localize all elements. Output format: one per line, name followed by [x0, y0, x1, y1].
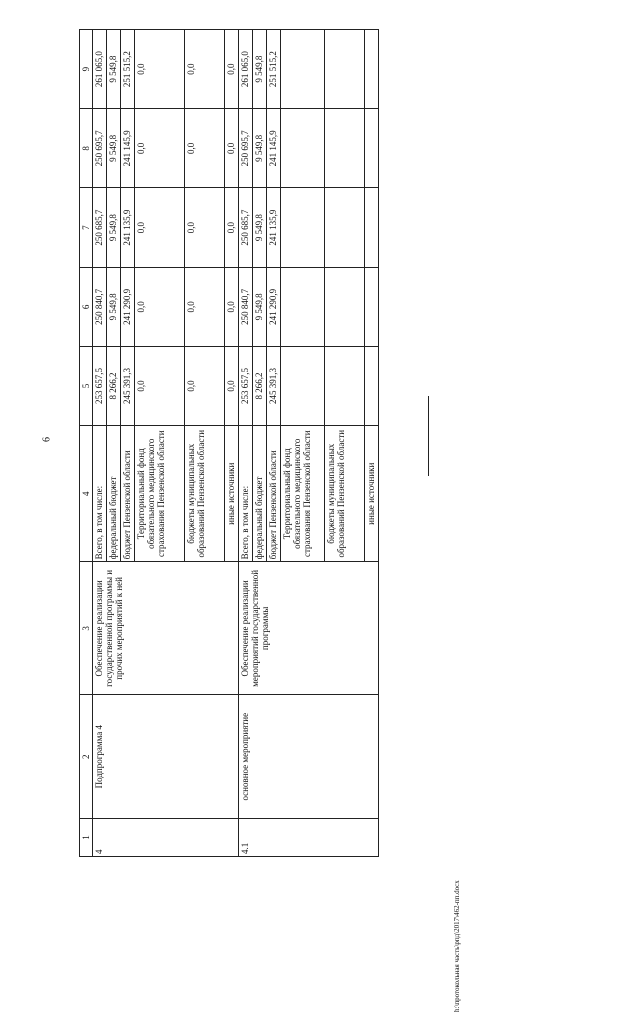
value-cell: [325, 346, 365, 425]
value-cell: [365, 109, 379, 188]
table-body: [80, 30, 379, 857]
funding-source: иные источники: [365, 426, 379, 562]
header-cell: 8: [80, 109, 93, 188]
header-cell: 4: [80, 426, 93, 562]
value-cell: [365, 267, 379, 346]
funding-source: федеральный бюджет: [107, 426, 121, 562]
footer-file-path: h:\протокольная часть\рпд\2017\462-пп.docx: [453, 880, 461, 1012]
value-cell: 250 695,7: [93, 109, 107, 188]
value-cell: 9 549,8: [107, 30, 121, 109]
value-cell: 9 549,8: [253, 109, 267, 188]
separator-line: [428, 396, 429, 476]
value-cell: 0,0: [185, 30, 225, 109]
value-cell: 0,0: [135, 30, 185, 109]
header-cell: 9: [80, 30, 93, 109]
item-description: Обеспечение реализации государственной программы и прочих мероприятий к ней: [93, 562, 239, 695]
value-cell: 0,0: [185, 346, 225, 425]
value-cell: 245 391,3: [267, 346, 281, 425]
value-cell: [281, 30, 325, 109]
value-cell: 8 266,2: [107, 346, 121, 425]
value-cell: 0,0: [225, 267, 239, 346]
item-description: Обеспечение реализации мероприятий государственной программы: [239, 562, 379, 695]
value-cell: 241 290,9: [267, 267, 281, 346]
value-cell: 241 145,9: [267, 109, 281, 188]
funding-source: бюджет Пензенской области: [267, 426, 281, 562]
value-cell: [281, 109, 325, 188]
value-cell: 241 135,9: [121, 188, 135, 267]
item-name: Подпрограмма 4: [93, 695, 239, 819]
header-row: [80, 30, 93, 857]
value-cell: 261 065,0: [93, 30, 107, 109]
value-cell: [281, 188, 325, 267]
table-row: [93, 30, 107, 857]
value-cell: 251 515,2: [121, 30, 135, 109]
value-cell: [325, 109, 365, 188]
header-cell: 7: [80, 188, 93, 267]
value-cell: 250 840,7: [93, 267, 107, 346]
value-cell: 0,0: [135, 109, 185, 188]
value-cell: [281, 267, 325, 346]
value-cell: [365, 346, 379, 425]
funding-table: [79, 29, 379, 857]
value-cell: 0,0: [185, 188, 225, 267]
rotated-table-container: [79, 29, 389, 857]
funding-source: Всего, в том числе:: [93, 426, 107, 562]
value-cell: [281, 346, 325, 425]
value-cell: 0,0: [225, 346, 239, 425]
value-cell: 245 391,3: [121, 346, 135, 425]
value-cell: 9 549,8: [107, 109, 121, 188]
funding-source: бюджет Пензенской области: [121, 426, 135, 562]
value-cell: 250 685,7: [93, 188, 107, 267]
value-cell: 241 135,9: [267, 188, 281, 267]
value-cell: 241 290,9: [121, 267, 135, 346]
value-cell: 0,0: [225, 188, 239, 267]
value-cell: [325, 30, 365, 109]
value-cell: 253 657,5: [239, 346, 253, 425]
value-cell: 9 549,8: [253, 188, 267, 267]
header-cell: 5: [80, 346, 93, 425]
table-row: [239, 30, 253, 857]
value-cell: 250 685,7: [239, 188, 253, 267]
funding-source: федеральный бюджет: [253, 426, 267, 562]
value-cell: 250 840,7: [239, 267, 253, 346]
value-cell: 0,0: [135, 267, 185, 346]
value-cell: 0,0: [185, 109, 225, 188]
value-cell: 9 549,8: [253, 30, 267, 109]
value-cell: 8 266,2: [253, 346, 267, 425]
header-cell: 3: [80, 562, 93, 695]
funding-source: Территориальный фонд обязательного медицинского страхования Пензенской области: [281, 426, 325, 562]
item-name: основное мероприятие: [239, 695, 379, 819]
funding-source: Территориальный фонд обязательного медицинского страхования Пензенской области: [135, 426, 185, 562]
value-cell: [325, 188, 365, 267]
value-cell: [325, 267, 365, 346]
value-cell: [365, 188, 379, 267]
header-cell: 2: [80, 695, 93, 819]
value-cell: 9 549,8: [107, 267, 121, 346]
item-code: 4: [93, 818, 239, 856]
funding-source: бюджеты муниципальных образований Пензенской области: [325, 426, 365, 562]
header-cell: 6: [80, 267, 93, 346]
value-cell: 0,0: [225, 109, 239, 188]
item-code: 4.1: [239, 818, 379, 856]
value-cell: 261 065,0: [239, 30, 253, 109]
value-cell: [365, 30, 379, 109]
value-cell: 0,0: [135, 346, 185, 425]
value-cell: 253 657,5: [93, 346, 107, 425]
value-cell: 251 515,2: [267, 30, 281, 109]
funding-source: иные источники: [225, 426, 239, 562]
funding-source: бюджеты муниципальных образований Пензенской области: [185, 426, 225, 562]
value-cell: 9 549,8: [107, 188, 121, 267]
page-number: 6: [41, 437, 53, 442]
value-cell: 0,0: [135, 188, 185, 267]
funding-source: Всего, в том числе:: [239, 426, 253, 562]
header-cell: 1: [80, 818, 93, 856]
value-cell: 241 145,9: [121, 109, 135, 188]
value-cell: 250 695,7: [239, 109, 253, 188]
value-cell: 0,0: [185, 267, 225, 346]
value-cell: 0,0: [225, 30, 239, 109]
value-cell: 9 549,8: [253, 267, 267, 346]
